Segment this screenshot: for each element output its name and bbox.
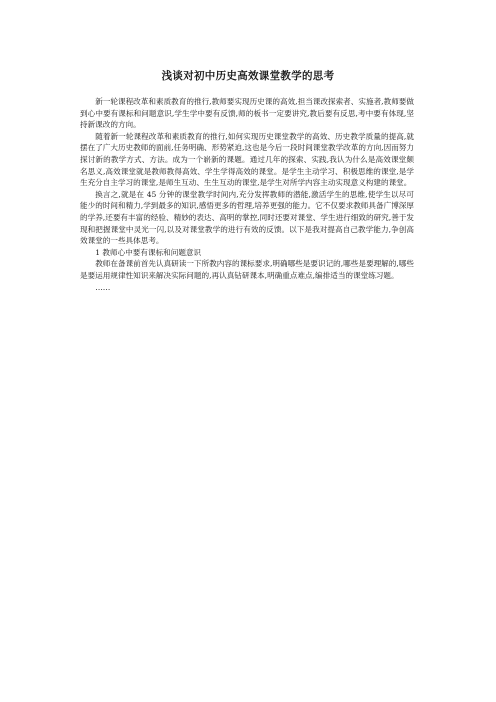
paragraph-section-1: 教师在备课前首先认真研读一下所教内容的课标要求,明确哪些是要识记的,哪些是要理解的,哪些是要运用规律性知识来解决实际问题的,再认真钻研课本,明确重点难点,编排适当的课堂练习题。 — [80, 259, 414, 280]
paragraph-abstract: 新一轮课程改革和素质教育的推行,教师要实现历史课的高效,担当课改探索者、实施者,教师要做到心中要有课标和问题意识,学生学中要有反馈,师的板书一定要讲究,教后要有反思,考中要有体现,坚持新课改的方向。 — [80, 97, 414, 130]
paragraph-definition: 换言之,就是在 45 分钟的课堂教学时间内,充分发挥教师的潜能,激活学生的思维,使学生以尽可能少的时间和精力,学到最多的知识,感悟更多的哲理,培养更强的能力。它不仅要求教师具备广博深厚的学养,还要有丰富的经验、精妙的表达、高明的掌控,同时还要对课堂、学生进行细致的研究,善于发现和把握课堂中灵光一闪,以及对课堂教学的进行有效的反馈。以下是我对提高自己教学能力,争创高效课堂的一些具体思考。 — [80, 189, 414, 246]
section-heading-1: 1 教师心中要有课标和问题意识 — [95, 247, 202, 257]
document-body — [80, 96, 414, 293]
paragraph-intro: 随着新一轮课程改革和素质教育的推行,如何实现历史课堂教学的高效、历史教学质量的提高,就摆在了广大历史教师的面前,任务明确、形势紧迫,这也是今后一段时间课堂教学改革的方向,因而努力探讨新的教学方式、方法。成为一个崭新的课题。通过几年的探索、实践,我认为什么是高效课堂颇名思义,高效课堂就是教师教得高效、学生学得高效的课堂。是学生主动学习、积极思维的课堂,是学生充分自主学习的课堂,是师生互动、生生互动的课堂,是学生对所学内容主动实现意义构建的课堂。 — [80, 131, 414, 188]
document-title: 浅谈对初中历史高效课堂教学的思考 — [161, 70, 335, 82]
paragraph-continued: …… — [95, 282, 111, 292]
